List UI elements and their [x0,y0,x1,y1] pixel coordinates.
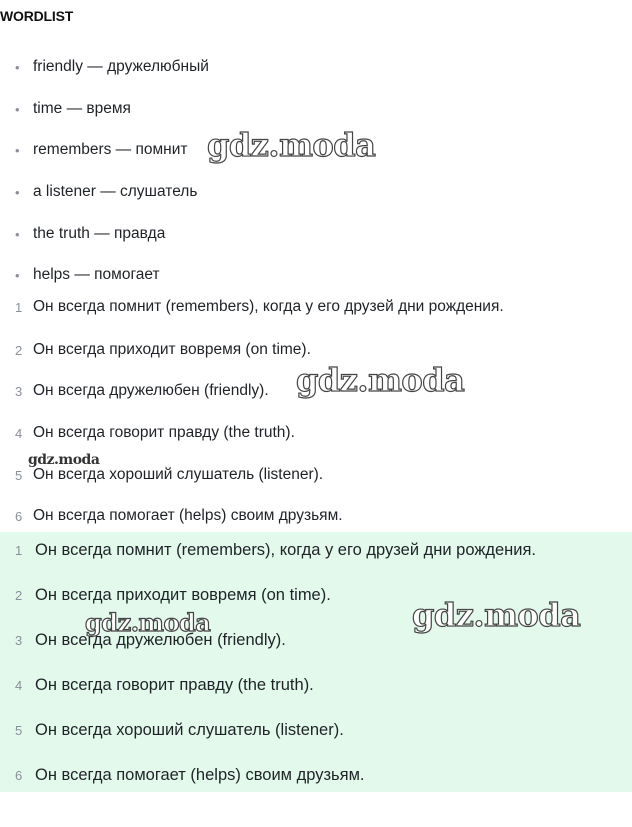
answer-text: Он всегда приходит вовремя (on time). [35,585,331,604]
list-item [15,381,269,401]
sentence-text: Он всегда говорит правду (the truth). [33,424,295,441]
word-entry: remembers — помнит [33,141,188,158]
page-title: WORDLIST [0,8,74,24]
item-number: 3 [15,383,23,399]
list-item [15,719,344,741]
watermark: gdz.moda [296,361,465,399]
item-number: 1 [15,299,23,315]
word-entry: time — время [33,100,131,117]
word-entry: a listener — слушатель [33,183,198,200]
bullet-icon: • [15,267,20,283]
answer-text: Он всегда помнит (remembers), когда у его друзей дни рождения. [35,540,537,559]
list-item [15,297,504,317]
item-number: 6 [15,508,23,524]
answer-block [0,532,632,792]
list-item [15,674,314,696]
item-number: 6 [15,767,23,783]
answer-text: Он всегда хороший слушатель (listener). [35,720,344,739]
list-item [15,99,131,119]
bullet-icon: • [15,142,20,158]
sentence-text: Он всегда помогает (helps) своим друзьям. [33,507,343,524]
answer-text: Он всегда говорит правду (the truth). [35,675,314,694]
sentence-text: Он всегда хороший слушатель (listener). [33,466,324,483]
item-number: 2 [15,587,23,603]
sentence-text: Он всегда помнит (remembers), когда у его друзей дни рождения. [33,298,504,315]
word-entry: the truth — правда [33,225,166,242]
list-item [15,265,160,285]
watermark: gdz.moda [207,126,376,164]
list-item [15,584,331,606]
sentence-text: Он всегда дружелюбен (friendly). [33,382,269,399]
item-number: 2 [15,342,23,358]
word-entry: friendly — дружелюбный [33,58,209,75]
item-number: 3 [15,632,23,648]
watermark: gdz.moda [28,452,100,468]
list-item [15,465,323,485]
item-number: 4 [15,677,23,693]
list-item [15,140,187,160]
list-item [15,539,536,561]
watermark: gdz.moda [412,596,581,634]
answer-text: Он всегда помогает (helps) своим друзьям. [35,765,365,784]
bullet-icon: • [15,101,20,117]
list-item [15,506,343,526]
item-number: 4 [15,425,23,441]
list-item [15,182,197,202]
list-item [15,764,365,786]
item-number: 1 [15,542,23,558]
bullet-icon: • [15,184,20,200]
list-item [15,224,165,244]
list-item [15,423,295,443]
list-item [15,57,209,77]
answer-text: Он всегда дружелюбен (friendly). [35,630,286,649]
sentence-text: Он всегда приходит вовремя (on time). [33,341,311,358]
item-number: 5 [15,722,23,738]
bullet-icon: • [15,226,20,242]
word-entry: helps — помогает [33,266,160,283]
bullet-icon: • [15,59,20,75]
item-number: 5 [15,467,23,483]
list-item [15,340,311,360]
watermark: gdz.moda [85,608,211,637]
